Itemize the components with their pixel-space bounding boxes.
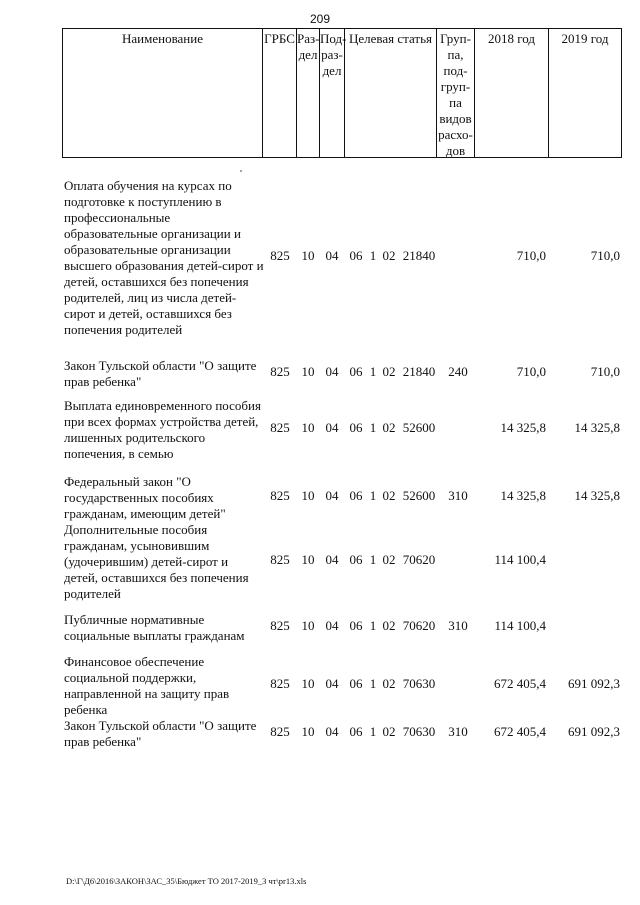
grbs-cell: 825 [270, 248, 290, 263]
razdel-cell: 10 [301, 248, 315, 263]
row-name: Закон Тульской области "О защите прав ребенка" [64, 358, 257, 389]
amount-2019-cell: 691 092,3 [568, 724, 620, 739]
group-cell: 240 [448, 364, 468, 379]
col-group-header: Груп- па, под- груп- па видов расхо- дов [437, 29, 475, 157]
target-code-part1: 06 [349, 488, 363, 503]
row-name: Федеральный закон "О государственных пособиях гражданам, имеющим детей" [64, 474, 226, 521]
amount-2019-cell: 710,0 [590, 364, 620, 379]
target-code-part4: 70630 [402, 676, 436, 691]
row-name: Оплата обучения на курсах по подготовке к поступлению в профессиональные образовательные организации и образовательные организации высшего образования детей-сирот и детей, оставшихся без попечения родителей, лиц из числа детей-сирот и детей, оставшихся без попечения родителей [64, 178, 264, 337]
podrazdel-cell: 04 [325, 724, 339, 739]
target-code-part1: 06 [349, 552, 363, 567]
razdel-cell: 10 [301, 676, 315, 691]
amount-2018-cell: 14 325,8 [500, 420, 546, 435]
row-name: Дополнительные пособия гражданам, усыновившим (удочерившим) детей-сирот и детей, оставшихся без попечения родителей [64, 522, 249, 601]
target-code-part2: 1 [369, 488, 377, 503]
podrazdel-cell: 04 [325, 420, 339, 435]
amount-2018-cell: 114 100,4 [494, 618, 546, 633]
group-cell: 310 [448, 618, 468, 633]
target-code-part3: 02 [382, 676, 396, 691]
podrazdel-cell: 04 [325, 618, 339, 633]
razdel-cell: 10 [301, 364, 315, 379]
target-code-part1: 06 [349, 248, 363, 263]
target-code-part1: 06 [349, 724, 363, 739]
target-code-part2: 1 [369, 618, 377, 633]
razdel-cell: 10 [301, 420, 315, 435]
target-code-part1: 06 [349, 420, 363, 435]
col-target-header: Целевая статья [345, 29, 437, 157]
amount-2018-cell: 672 405,4 [494, 676, 546, 691]
amount-2019-cell: 14 325,8 [574, 488, 620, 503]
podrazdel-cell: 04 [325, 488, 339, 503]
razdel-cell: 10 [301, 724, 315, 739]
row-name: Публичные нормативные социальные выплаты гражданам [64, 612, 245, 643]
grbs-cell: 825 [270, 676, 290, 691]
target-code-part3: 02 [382, 488, 396, 503]
target-code-part3: 02 [382, 248, 396, 263]
page-number: 209 [309, 12, 331, 26]
razdel-cell: 10 [301, 488, 315, 503]
razdel-cell: 10 [301, 552, 315, 567]
amount-2018-cell: 710,0 [516, 364, 546, 379]
grbs-cell: 825 [270, 420, 290, 435]
target-code-part4: 70630 [402, 724, 436, 739]
target-code-part1: 06 [349, 364, 363, 379]
podrazdel-cell: 04 [325, 552, 339, 567]
podrazdel-cell: 04 [325, 248, 339, 263]
target-code-part2: 1 [369, 420, 377, 435]
amount-2019-cell: 710,0 [590, 248, 620, 263]
podrazdel-cell: 04 [325, 676, 339, 691]
amount-2018-cell: 114 100,4 [494, 552, 546, 567]
target-code-part1: 06 [349, 618, 363, 633]
grbs-cell: 825 [270, 552, 290, 567]
target-code-part2: 1 [369, 248, 377, 263]
amount-2018-cell: 672 405,4 [494, 724, 546, 739]
grbs-cell: 825 [270, 488, 290, 503]
target-code-part2: 1 [369, 364, 377, 379]
row-name: Закон Тульской области "О защите прав ребенка" [64, 718, 257, 749]
amount-2018-cell: 710,0 [516, 248, 546, 263]
amount-2018-cell: 14 325,8 [500, 488, 546, 503]
col-razdel-header: Раз- дел [297, 29, 320, 157]
target-code-part4: 21840 [402, 364, 436, 379]
target-code-part3: 02 [382, 364, 396, 379]
podrazdel-cell: 04 [325, 364, 339, 379]
target-code-part3: 02 [382, 618, 396, 633]
target-code-part4: 70620 [402, 618, 436, 633]
file-path-footer: D:\Г\Д6\2016\ЗАКОН\ЗАС_35\Бюджет ТО 2017-2019_3 чт\pr13.xls [66, 876, 307, 886]
target-code-part3: 02 [382, 724, 396, 739]
razdel-cell: 10 [301, 618, 315, 633]
grbs-cell: 825 [270, 618, 290, 633]
target-code-part3: 02 [382, 420, 396, 435]
row-name: Финансовое обеспечение социальной поддержки, направленной на защиту прав ребенка [64, 654, 230, 717]
col-2018-header: 2018 год [475, 29, 549, 157]
target-code-part2: 1 [369, 724, 377, 739]
group-cell: 310 [448, 724, 468, 739]
row-name: Выплата единовременного пособия при всех формах устройства детей, лишенных родительского попечения, в семью [64, 398, 261, 461]
table-header [62, 28, 622, 158]
col-podrazdel-header: Под- раз- дел [320, 29, 345, 157]
target-code-part3: 02 [382, 552, 396, 567]
target-code-part4: 21840 [402, 248, 436, 263]
col-2019-header: 2019 год [561, 31, 609, 46]
target-code-part2: 1 [369, 552, 377, 567]
target-code-part4: 70620 [402, 552, 436, 567]
target-code-part4: 52600 [402, 488, 436, 503]
target-code-part4: 52600 [402, 420, 436, 435]
grbs-cell: 825 [270, 724, 290, 739]
amount-2019-cell: 691 092,3 [568, 676, 620, 691]
amount-2019-cell: 14 325,8 [574, 420, 620, 435]
group-cell: 310 [448, 488, 468, 503]
target-code-part1: 06 [349, 676, 363, 691]
grbs-cell: 825 [270, 364, 290, 379]
scan-speck [240, 170, 242, 172]
col-name-header: Наименование [63, 29, 263, 157]
target-code-part2: 1 [369, 676, 377, 691]
col-grbs-header: ГРБС [263, 29, 297, 157]
